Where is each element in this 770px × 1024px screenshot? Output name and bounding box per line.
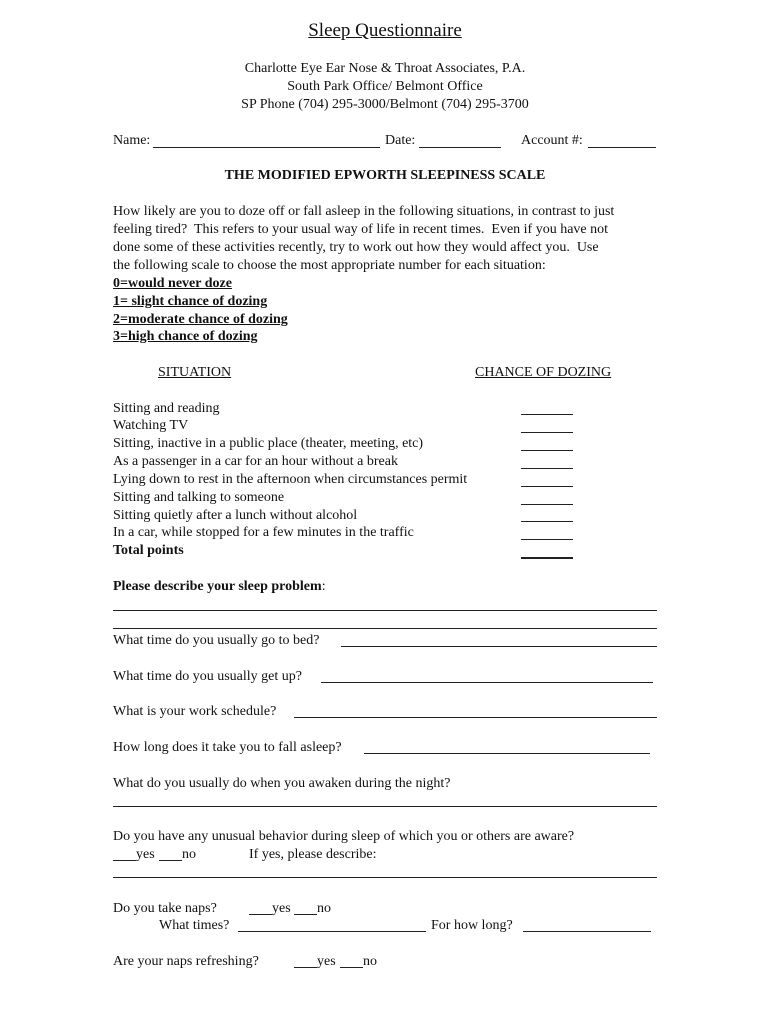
name-label: Name:	[113, 133, 151, 148]
account-label: Account #:	[521, 133, 583, 148]
chance-field[interactable]	[521, 450, 573, 451]
describe-problem-line[interactable]	[113, 628, 657, 629]
chance-field[interactable]	[521, 504, 573, 505]
office-names: South Park Office/ Belmont Office	[287, 79, 483, 94]
describe-problem-label	[113, 578, 326, 596]
describe-problem-line[interactable]	[113, 610, 657, 611]
unusual-yes-field[interactable]	[113, 860, 136, 861]
scale-level: 0=would never doze	[113, 276, 232, 291]
no-label: no	[363, 954, 377, 969]
scale-level: 2=moderate chance of dozing	[113, 312, 288, 327]
chance-field[interactable]	[521, 468, 573, 469]
fall-asleep-question: How long does it take you to fall asleep?	[113, 740, 342, 755]
chance-field[interactable]	[521, 432, 573, 433]
chance-field[interactable]	[521, 486, 573, 487]
situation-item: Sitting and reading	[113, 401, 220, 416]
awaken-field[interactable]	[113, 806, 657, 807]
date-field[interactable]	[419, 147, 501, 148]
intro-line: How likely are you to doze off or fall asleep in the following situations, in contrast to just	[113, 204, 615, 219]
situation-column-header: SITUATION	[158, 365, 232, 380]
describe-problem-colon: :	[321, 579, 326, 594]
fall-asleep-field[interactable]	[364, 753, 650, 754]
name-field[interactable]	[153, 147, 380, 148]
chance-field[interactable]	[521, 521, 573, 522]
unusual-describe-field[interactable]	[113, 877, 657, 878]
if-yes-label: If yes, please describe:	[249, 847, 377, 862]
refreshing-yes-field[interactable]	[294, 967, 317, 968]
situation-item: Lying down to rest in the afternoon when circumstances permit	[113, 472, 468, 487]
situation-item: In a car, while stopped for a few minutes in the traffic	[113, 525, 414, 540]
situation-item: Sitting and talking to someone	[113, 490, 285, 505]
work-schedule-field[interactable]	[294, 717, 657, 718]
getup-question: What time do you usually get up?	[113, 669, 302, 684]
getup-field[interactable]	[321, 682, 653, 683]
nap-length-field[interactable]	[523, 931, 651, 932]
naps-question: Do you take naps?	[113, 901, 217, 916]
naps-no-field[interactable]	[294, 914, 317, 915]
scale-level: 1= slight chance of dozing	[113, 294, 268, 309]
no-label: no	[182, 847, 196, 862]
account-field[interactable]	[588, 147, 656, 148]
unusual-behavior-question: Do you have any unusual behavior during sleep of which you or others are aware?	[113, 829, 575, 844]
situation-item: As a passenger in a car for an hour without a break	[113, 454, 398, 469]
page-title: Sleep Questionnaire	[308, 20, 462, 41]
unusual-no-field[interactable]	[159, 860, 182, 861]
situation-item: Sitting quietly after a lunch without alcohol	[113, 508, 358, 523]
yes-label: yes	[136, 847, 155, 862]
date-label: Date:	[385, 133, 416, 148]
scale-level: 3=high chance of dozing	[113, 329, 258, 344]
yes-label: yes	[317, 954, 336, 969]
intro-line: the following scale to choose the most appropriate number for each situation:	[113, 258, 546, 273]
describe-problem-text: Please describe your sleep problem	[113, 579, 322, 594]
intro-line: feeling tired? This refers to your usual way of life in recent times. Even if you have not	[113, 222, 609, 237]
intro-line: done some of these activities recently, try to work out how they would affect you. Use	[113, 240, 599, 255]
chance-field[interactable]	[521, 414, 573, 415]
naps-yes-field[interactable]	[249, 914, 272, 915]
phone-numbers: SP Phone (704) 295-3000/Belmont (704) 295-3700	[241, 97, 529, 112]
scale-heading: THE MODIFIED EPWORTH SLEEPINESS SCALE	[224, 168, 546, 183]
work-schedule-question: What is your work schedule?	[113, 704, 277, 719]
awaken-question: What do you usually do when you awaken during the night?	[113, 776, 451, 791]
situation-item: Sitting, inactive in a public place (theater, meeting, etc)	[113, 436, 424, 451]
nap-times-label: What times?	[159, 918, 230, 933]
yes-label: yes	[272, 901, 291, 916]
refreshing-no-field[interactable]	[340, 967, 363, 968]
nap-times-field[interactable]	[238, 931, 426, 932]
total-points-field[interactable]	[521, 557, 573, 559]
bedtime-question: What time do you usually go to bed?	[113, 633, 320, 648]
nap-length-label: For how long?	[431, 918, 513, 933]
bedtime-field[interactable]	[341, 646, 657, 647]
total-points-label: Total points	[113, 543, 184, 558]
naps-refreshing-question: Are your naps refreshing?	[113, 954, 259, 969]
situation-item: Watching TV	[113, 418, 189, 433]
no-label: no	[317, 901, 331, 916]
chance-field[interactable]	[521, 539, 573, 540]
practice-name: Charlotte Eye Ear Nose & Throat Associates, P.A.	[244, 61, 526, 76]
chance-column-header: CHANCE OF DOZING	[475, 365, 612, 380]
